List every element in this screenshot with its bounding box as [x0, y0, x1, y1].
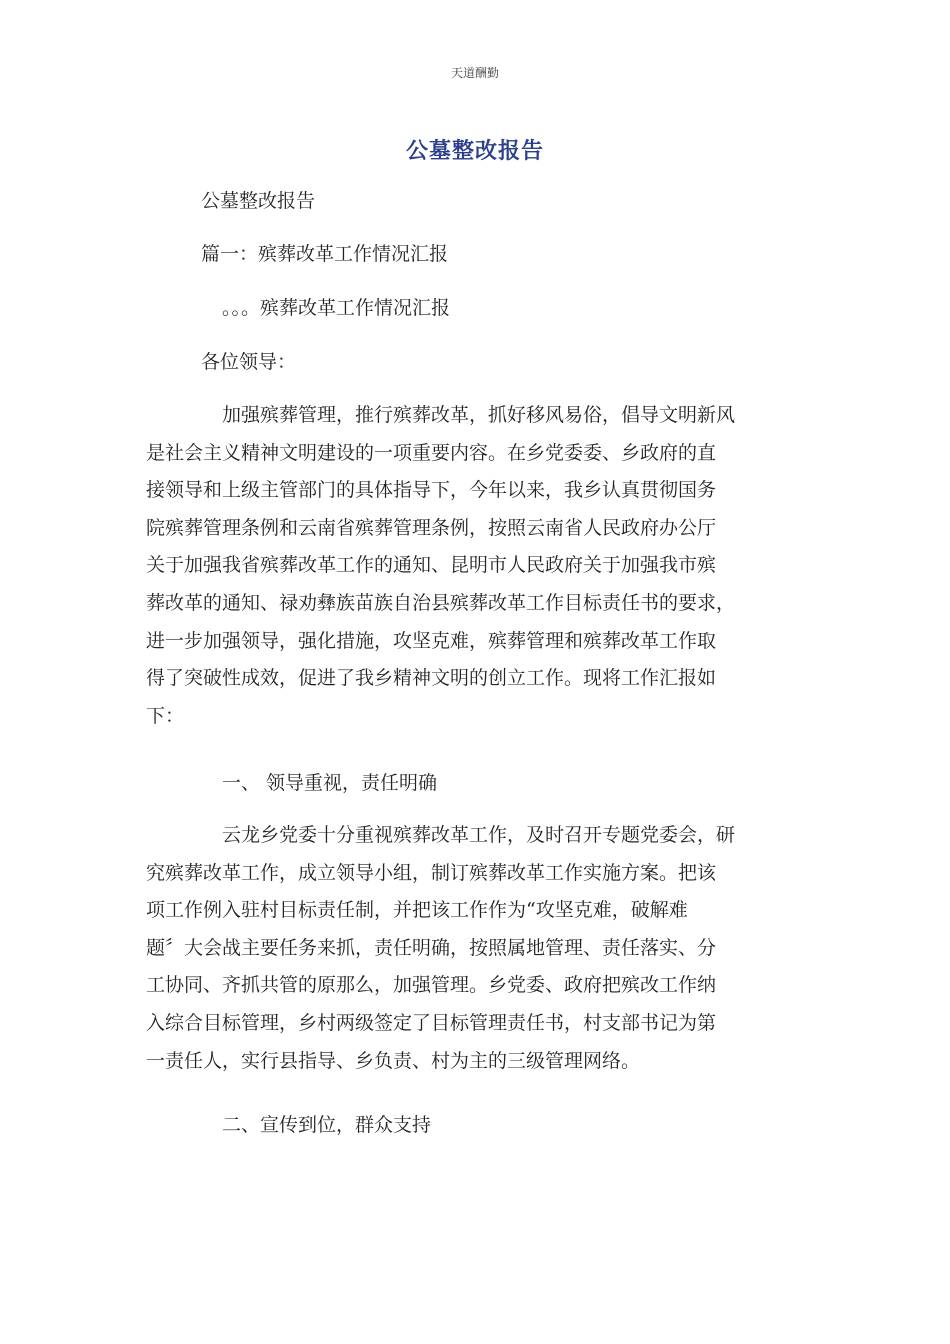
paragraph-line: 关于加强我省殡葬改革工作的通知、昆明市人民政府关于加强我市殡	[146, 554, 717, 577]
paragraph-line: 云龙乡党委十分重视殡葬改革工作，及时召开专题党委会，研	[222, 824, 736, 846]
paragraph-line: 接领导和上级主管部门的具体指导下，今年以来，我乡认真贯彻国务	[146, 479, 717, 502]
section-1-heading: 一、 领导重视，责任明确	[222, 772, 438, 794]
paragraph-line: 进一步加强领导，强化措施，攻坚克难，殡葬管理和殡葬改革工作取	[146, 629, 717, 652]
paragraph-line: 究殡葬改革工作，成立领导小组，制订殡葬改革工作实施方案。把该	[146, 861, 717, 884]
paragraph-line: 是社会主义精神文明建设的一项重要内容。在乡党委委、乡政府的直	[146, 441, 717, 464]
paragraph-line: 院殡葬管理条例和云南省殡葬管理条例，按照云南省人民政府办公厅	[146, 516, 717, 539]
paragraph-line: 得了突破性成效，促进了我乡精神文明的创立工作。现将工作汇报如	[146, 667, 717, 690]
paragraph-line: 加强殡葬管理，推行殡葬改革，抓好移风易俗，倡导文明新风	[222, 404, 736, 426]
paragraph-line: 项工作例入驻村目标责任制，并把该工作作为“攻坚克难，破解难	[146, 899, 688, 922]
subtitle: 公墓整改报告	[201, 190, 316, 212]
paragraph-intro	[146, 397, 806, 735]
paragraph-section-1	[146, 817, 806, 1080]
paragraph-line: 工协同、齐抓共管的原那么，加强管理。乡党委、政府把殡改工作纳	[146, 974, 717, 997]
paragraph-line: 下：	[146, 704, 185, 727]
chapter-heading: 篇一：殡葬改革工作情况汇报	[201, 243, 449, 265]
report-heading: 。。。殡葬改革工作情况汇报	[222, 297, 451, 319]
page-header: 天道酬勤	[450, 66, 499, 80]
paragraph-line: 题〞大会战主要任务来抓，责任明确，按照属地管理、责任落实、分	[146, 936, 717, 959]
document-title: 公墓整改报告	[405, 139, 544, 164]
paragraph-line: 入综合目标管理，乡村两级签定了目标管理责任书，村支部书记为第	[146, 1011, 717, 1034]
salutation: 各位领导：	[201, 351, 297, 373]
paragraph-line: 葬改革的通知、禄劝彝族苗族自治县殡葬改革工作目标责任书的要求，	[146, 591, 736, 614]
section-2-heading: 二、宣传到位，群众支持	[222, 1114, 432, 1136]
paragraph-line: 一责任人，实行县指导、乡负责、村为主的三级管理网络。	[146, 1049, 641, 1072]
